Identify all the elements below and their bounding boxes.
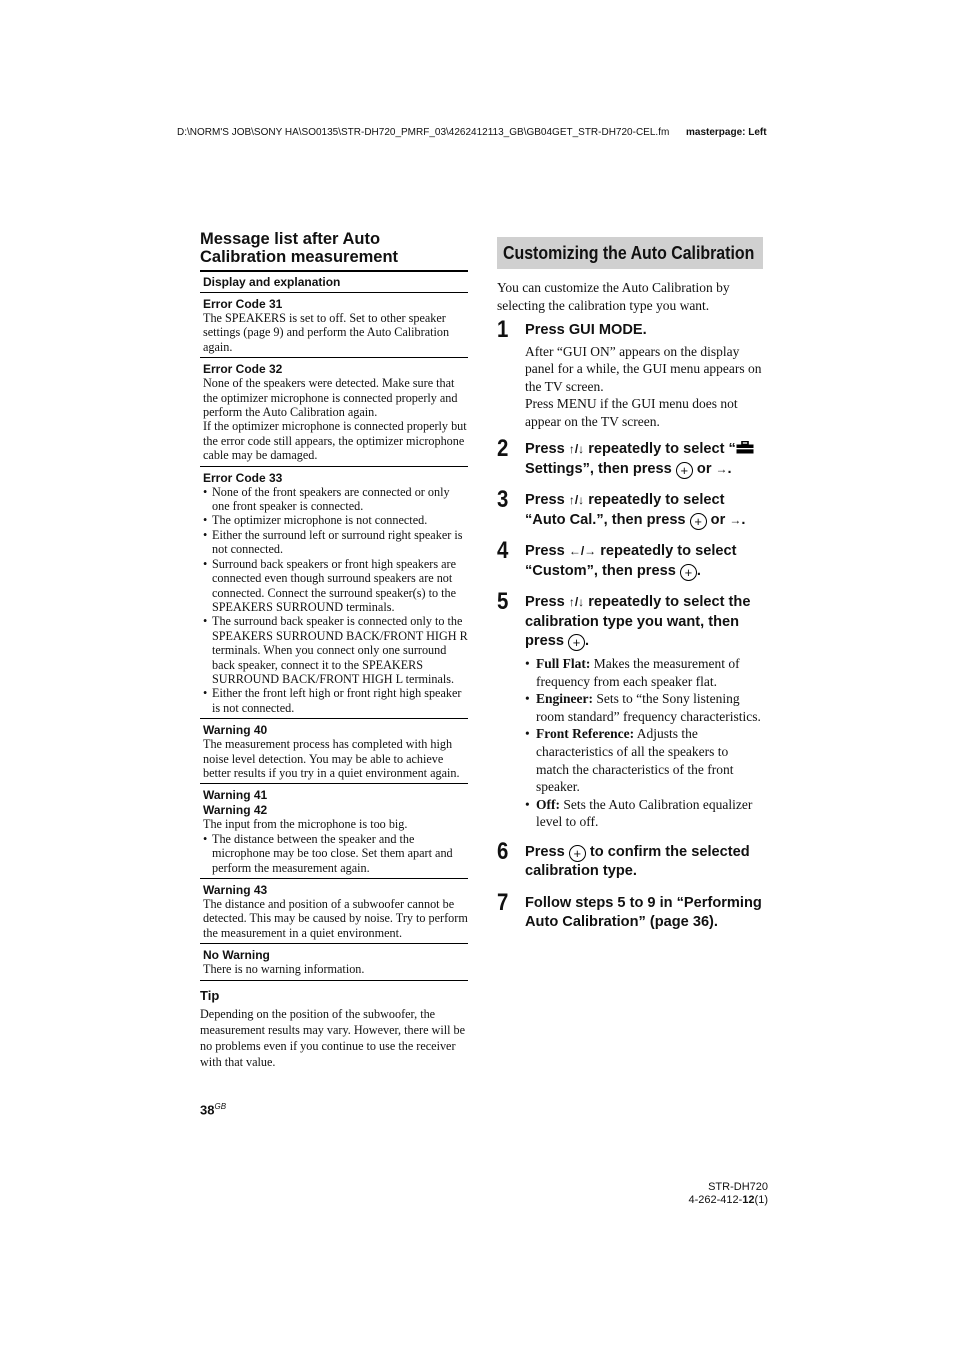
- step-text-part: Press: [525, 594, 569, 611]
- step-text-part: .: [696, 562, 701, 579]
- step-7: [497, 888, 763, 933]
- step-2: [497, 435, 763, 479]
- list-item: [525, 690, 763, 725]
- description: Adjusts the characteristics of all the speakers to match the characteristics of the front speaker.: [536, 726, 734, 795]
- part-code-suffix: (1): [754, 1194, 768, 1206]
- step-number: 7: [497, 888, 509, 916]
- message-entry-error-33: [200, 467, 468, 720]
- list-item: [525, 655, 763, 690]
- entry-title: Warning 40: [203, 723, 268, 738]
- list-item: [525, 725, 763, 795]
- enter-button-icon: +: [680, 564, 697, 581]
- step-title: [525, 843, 763, 882]
- enter-button-icon: +: [676, 462, 693, 479]
- enter-button-icon: +: [568, 634, 585, 651]
- part-code-prefix: 4-262-412-: [688, 1194, 743, 1206]
- entry-title: Error Code 33: [203, 470, 283, 485]
- part-code: [686, 1194, 768, 1207]
- description: Makes the measurement of frequency from each speaker flat.: [536, 655, 740, 689]
- message-list-section: [200, 230, 468, 1070]
- left-right-arrow-icon: ←/→: [568, 544, 597, 559]
- step-title: [525, 542, 763, 581]
- step-title: Follow steps 5 to 9 in “Performing Auto Calibration” (page 36).: [525, 894, 762, 931]
- banner-title: Customizing the Auto Calibration: [503, 242, 755, 263]
- entry-text: The measurement process has completed with high noise level detection. You may be able to achieve better results if you try in a quiet environment again.: [203, 737, 460, 780]
- part-code-bold: 12: [742, 1194, 755, 1206]
- step-text-part: to confirm the selected calibration type.: [525, 843, 750, 880]
- step-number: 5: [497, 588, 509, 616]
- step-text-part: or: [692, 460, 716, 477]
- entry-text: The distance and position of a subwoofer cannot be detected. This may be caused by noise. Try to perform the measurement in a quiet environment.: [203, 897, 468, 940]
- entry-title: Error Code 31: [203, 297, 283, 311]
- entry-title: No Warning: [203, 948, 270, 963]
- step-title: [525, 491, 763, 530]
- entry-title: Warning 43: [203, 883, 268, 897]
- page-number-suffix: GB: [214, 1102, 227, 1111]
- list-item: • The distance between the speaker and the microphone may be too close. Set them apart and perform the measurement again.: [203, 832, 468, 875]
- right-arrow-icon: →: [715, 461, 728, 476]
- list-item: • Either the surround left or surround right speaker is not connected.: [203, 528, 468, 557]
- step-3: [497, 486, 763, 530]
- step-text-part: repeatedly to select “Custom”, then press: [525, 543, 737, 579]
- term: Front Reference:: [536, 726, 635, 742]
- list-item: [525, 796, 763, 831]
- step-number: 1: [497, 316, 509, 343]
- entry-title: Warning 42: [203, 803, 268, 818]
- step-text: After “GUI ON” appears on the display panel for a while, the GUI menu appears on the TV screen.: [525, 343, 762, 394]
- entry-text: The SPEAKERS is set to off. Set to other speaker settings (page 9) and perform the Auto Calibration again.: [203, 311, 450, 354]
- term: Full Flat:: [536, 655, 591, 671]
- step-number: 4: [497, 537, 509, 565]
- message-entry-no-warning: [200, 944, 468, 980]
- enter-button-icon: +: [690, 513, 707, 530]
- step-text-part: Press: [525, 492, 569, 509]
- step-text-part: Press: [525, 441, 569, 458]
- step-1: [497, 316, 763, 430]
- step-text-part: Settings”, then press: [525, 460, 676, 477]
- entry-title: Warning 41: [203, 788, 268, 803]
- step-text-part: .: [741, 511, 746, 528]
- list-item: • None of the front speakers are connected or only one front speaker is connected.: [203, 485, 468, 514]
- message-entry-warning-40: [200, 719, 468, 784]
- message-entry-error-31: [200, 293, 468, 358]
- term: Engineer:: [536, 691, 593, 707]
- step-text-part: .: [727, 460, 732, 477]
- list-item: • The optimizer microphone is not connected.: [203, 513, 468, 527]
- entry-text: None of the speakers were detected. Make sure that the optimizer microphone is connected properly and perform the Auto Calibration again.: [203, 376, 458, 420]
- step-5: [497, 588, 763, 830]
- step-number: 6: [497, 837, 509, 865]
- entry-text: If the optimizer microphone is connected properly but the error code still appears, the optimizer microphone cable may be damaged.: [203, 419, 467, 463]
- model-footer: [686, 1181, 768, 1207]
- page-number: [200, 1102, 226, 1117]
- step-title: Press GUI MODE.: [525, 322, 647, 338]
- term: Off:: [536, 796, 560, 812]
- table-header: Display and explanation: [200, 272, 468, 293]
- tip-text: Depending on the position of the subwoofer, the measurement results may vary. However, there will be no problems even if you continue to use the receiver with that value.: [200, 1006, 466, 1070]
- step-text-part: repeatedly to select “: [584, 441, 736, 458]
- step-text: Press MENU if the GUI menu does not appear on the TV screen.: [525, 396, 738, 429]
- customizing-section: [497, 237, 763, 933]
- up-down-arrow-icon: ↑/↓: [568, 595, 585, 610]
- step-text-part: Press: [525, 843, 569, 860]
- list-item: • The surround back speaker is connected only to the SPEAKERS SURROUND BACK/FRONT HIGH R terminals. When you connect only one surround back speaker, connect it to the SPEAKERS SURROUND BACK/FRONT HIGH L terminals.: [203, 614, 468, 686]
- step-number: 2: [497, 435, 509, 463]
- toolbox-icon: [736, 441, 754, 454]
- step-text-part: Press: [525, 543, 569, 560]
- step-6: [497, 837, 763, 882]
- intro-text: You can customize the Auto Calibration by selecting the calibration type you want.: [497, 280, 730, 313]
- step-4: [497, 537, 763, 581]
- step-text-part: .: [585, 633, 590, 650]
- masterpage-label: masterpage: Left: [686, 127, 767, 138]
- step-title: [525, 593, 763, 652]
- step-text-part: repeatedly to select the calibration type you want, then press: [525, 594, 751, 650]
- calibration-type-list: [525, 655, 763, 831]
- message-entry-warning-41-42: [200, 784, 468, 879]
- list-item: • Either the front left high or front right high speaker is not connected.: [203, 686, 468, 715]
- message-entry-warning-43: [200, 879, 468, 944]
- step-text-part: repeatedly to select “Auto Cal.”, then press: [525, 492, 725, 528]
- step-number: 3: [497, 486, 509, 514]
- section-title: Message list after Auto Calibration measurement: [200, 230, 468, 272]
- entry-title: Error Code 32: [203, 362, 283, 377]
- description: Sets the Auto Calibration equalizer level to off.: [536, 796, 753, 830]
- tip-title: Tip: [200, 987, 220, 1003]
- up-down-arrow-icon: ↑/↓: [568, 493, 585, 508]
- list-item: • Surround back speakers or front high speakers are connected even though surround speakers are not connected. Connect the surround speaker(s) to the SPEAKERS SURROUND terminals.: [203, 557, 468, 615]
- step-title: [525, 440, 763, 479]
- model-name: STR-DH720: [708, 1181, 768, 1193]
- file-path-header: D:\NORM'S JOB\SONY HA\SO0135\STR-DH720_PMRF_03\4262412113_GB\GB04GET_STR-DH720-CEL.fm: [177, 127, 670, 138]
- entry-text: The input from the microphone is too big.: [203, 817, 408, 832]
- entry-text: There is no warning information.: [203, 962, 365, 977]
- enter-button-icon: +: [569, 845, 586, 862]
- right-arrow-icon: →: [729, 512, 742, 527]
- up-down-arrow-icon: ↑/↓: [568, 442, 585, 457]
- description: Sets to “the Sony listening room standard” frequency characteristics.: [536, 691, 761, 724]
- page-number-value: 38: [200, 1102, 215, 1118]
- section-banner: [497, 237, 763, 269]
- step-text-part: or: [706, 511, 730, 528]
- message-entry-error-32: [200, 358, 468, 466]
